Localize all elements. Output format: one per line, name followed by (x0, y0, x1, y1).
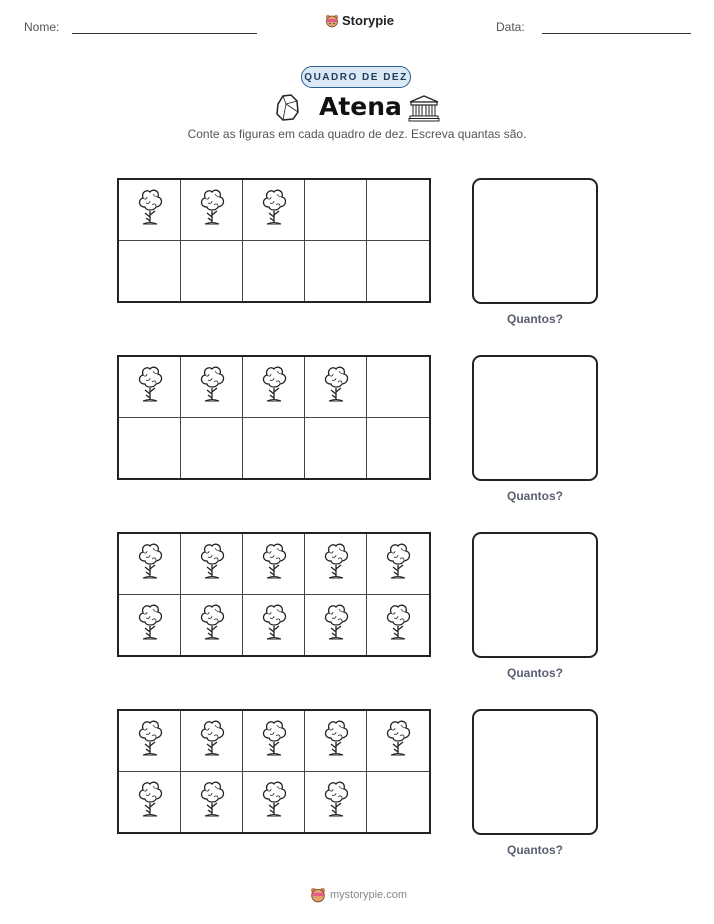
frame-cell (367, 534, 429, 595)
olive-tree-icon (135, 539, 165, 588)
answer-box-4[interactable] (472, 709, 598, 835)
frame-cell (243, 418, 305, 479)
frame-cell (367, 180, 429, 241)
ten-frame-2 (117, 355, 431, 480)
frame-cell (243, 534, 305, 595)
olive-tree-icon (135, 362, 165, 411)
olive-tree-icon (321, 362, 351, 411)
olive-tree-icon (259, 777, 289, 826)
olive-tree-icon (197, 777, 227, 826)
frame-cell (181, 772, 243, 833)
instructions: Conte as figuras em cada quadro de dez. Escreva quantas são. (187, 127, 527, 141)
olive-tree-icon (321, 716, 351, 765)
olive-tree-icon (383, 600, 413, 649)
answer-label-1: Quantos? (507, 312, 563, 326)
frame-cell (119, 534, 181, 595)
olive-tree-icon (197, 362, 227, 411)
section-badge: QUADRO DE DEZ (301, 66, 411, 88)
name-line[interactable] (72, 33, 257, 34)
date-label: Data: (496, 20, 525, 34)
answer-label-2: Quantos? (507, 489, 563, 503)
frame-cell (119, 180, 181, 241)
frame-cell (305, 357, 367, 418)
answer-label-4: Quantos? (507, 843, 563, 857)
olive-tree-icon (259, 539, 289, 588)
frame-cell (119, 595, 181, 656)
frame-cell (367, 241, 429, 302)
frame-cell (243, 357, 305, 418)
frame-cell (181, 418, 243, 479)
frame-cell (243, 241, 305, 302)
olive-tree-icon (135, 185, 165, 234)
olive-tree-icon (259, 362, 289, 411)
frame-cell (305, 595, 367, 656)
footer-site: mystorypie.com (330, 889, 408, 901)
date-line[interactable] (542, 33, 691, 34)
olive-tree-icon (259, 600, 289, 649)
frame-cell (119, 241, 181, 302)
rock-icon (274, 92, 300, 122)
frame-cell (305, 534, 367, 595)
frame-cell (119, 772, 181, 833)
answer-box-1[interactable] (472, 178, 598, 304)
frame-cell (181, 357, 243, 418)
frame-cell (181, 241, 243, 302)
olive-tree-icon (259, 716, 289, 765)
answer-box-3[interactable] (472, 532, 598, 658)
frame-cell (305, 418, 367, 479)
olive-tree-icon (135, 777, 165, 826)
brand-logo (325, 13, 394, 28)
olive-tree-icon (383, 716, 413, 765)
olive-tree-icon (321, 600, 351, 649)
answer-box-2[interactable] (472, 355, 598, 481)
olive-tree-icon (197, 539, 227, 588)
page-title: Atena (319, 92, 402, 121)
brand-name: Storypie (342, 13, 395, 28)
ten-frame-4 (117, 709, 431, 834)
frame-cell (243, 772, 305, 833)
frame-cell (305, 180, 367, 241)
frame-cell (119, 418, 181, 479)
frame-cell (119, 357, 181, 418)
name-label: Nome: (24, 20, 60, 34)
olive-tree-icon (135, 600, 165, 649)
frame-cell (243, 595, 305, 656)
footer (310, 887, 407, 903)
olive-tree-icon (321, 777, 351, 826)
frame-cell (243, 711, 305, 772)
frame-cell (305, 772, 367, 833)
olive-tree-icon (197, 716, 227, 765)
greek-temple-icon (408, 94, 440, 122)
answer-label-3: Quantos? (507, 666, 563, 680)
ten-frame-1 (117, 178, 431, 303)
olive-tree-icon (197, 185, 227, 234)
frame-cell (367, 418, 429, 479)
frame-cell (367, 772, 429, 833)
ten-frame-3 (117, 532, 431, 657)
frame-cell (243, 180, 305, 241)
frame-cell (367, 357, 429, 418)
frame-cell (181, 534, 243, 595)
olive-tree-icon (259, 185, 289, 234)
olive-tree-icon (135, 716, 165, 765)
frame-cell (119, 711, 181, 772)
frame-cell (181, 595, 243, 656)
bear-mascot-icon (310, 887, 326, 903)
frame-cell (367, 595, 429, 656)
bear-mascot-icon (325, 14, 339, 28)
frame-cell (305, 711, 367, 772)
olive-tree-icon (321, 539, 351, 588)
olive-tree-icon (383, 539, 413, 588)
frame-cell (367, 711, 429, 772)
frame-cell (181, 711, 243, 772)
olive-tree-icon (197, 600, 227, 649)
frame-cell (305, 241, 367, 302)
frame-cell (181, 180, 243, 241)
